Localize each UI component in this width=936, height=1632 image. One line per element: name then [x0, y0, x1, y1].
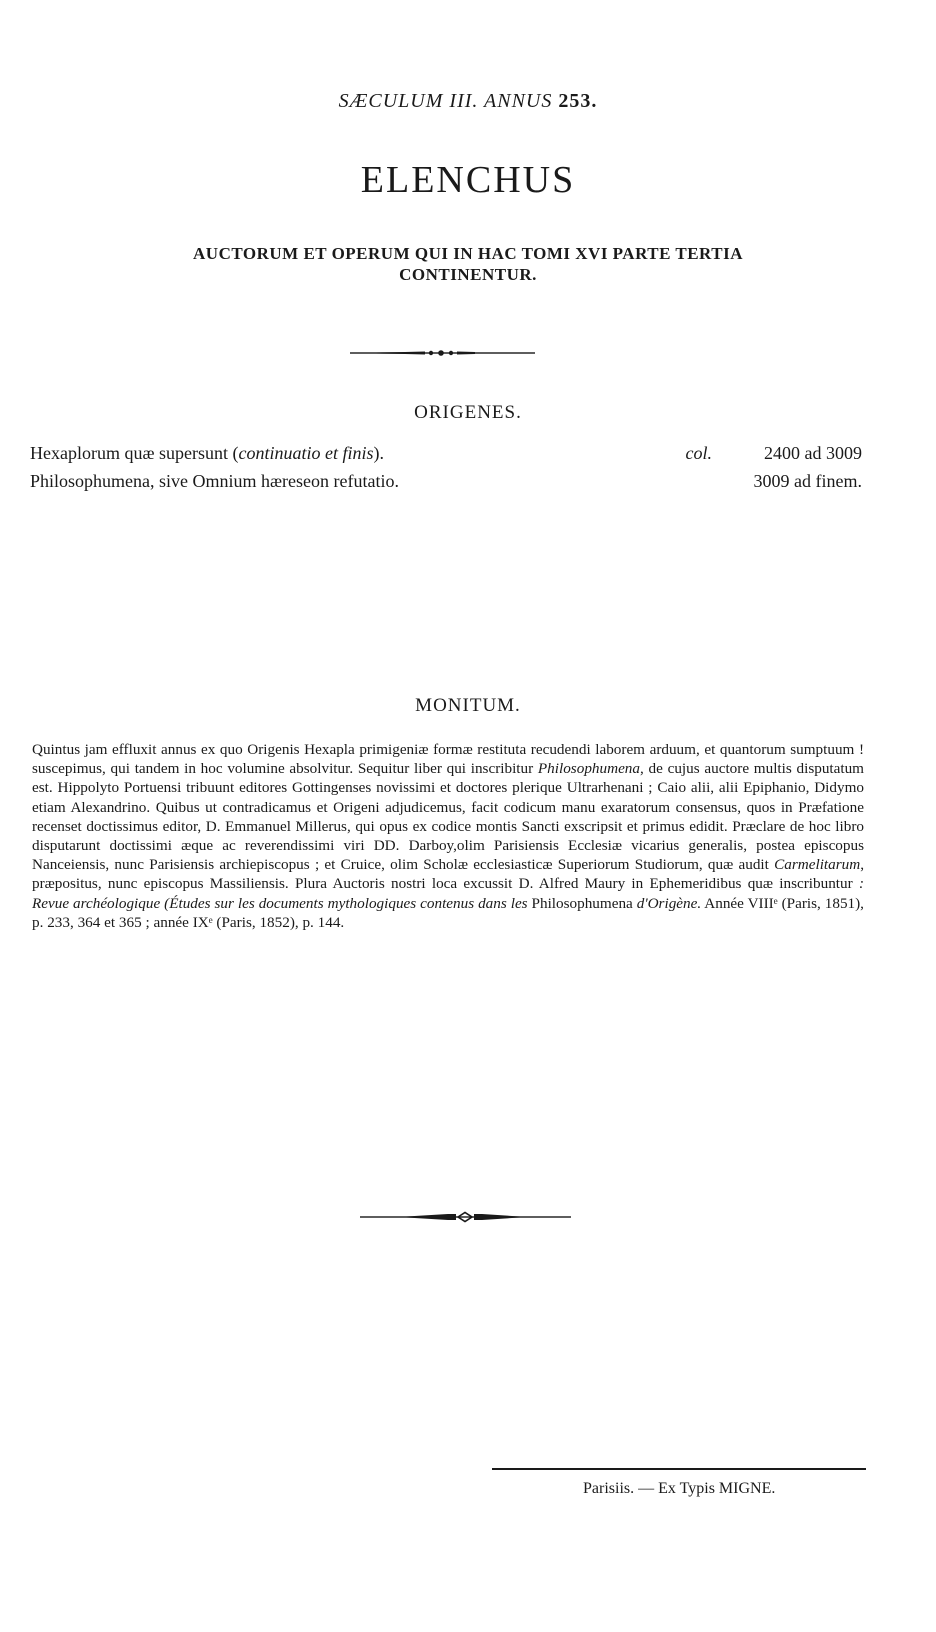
printer-imprint: Parisiis. — Ex Typis MIGNE. — [583, 1480, 776, 1497]
page-title: ELENCHUS — [360, 159, 576, 201]
entry-title: Hexaplorum quæ supersunt (continuatio et finis). — [30, 443, 384, 463]
contents-entry — [30, 443, 862, 464]
header-saeculum: SÆCULUM III. ANNUS — [338, 90, 553, 112]
column-reference: 3009 ad finem. — [753, 471, 862, 491]
monitum-paragraph: Quintus jam effluxit annus ex quo Origenis Hexapla primigeniæ formæ restituta recudendi laborem arduum, et quantorum sumptuum ! suscepimus, qui tandem in hoc volumine absolvitur. Sequitur liber qui inscribitur Philosophumena, de cujus auctore multis disputatum est. Hippolyto Portuensi tribuunt editores Gottingenses novissimi et doctores plerique Ultrarhenani ; Caio alii, alii Epiphanio, Didymo etiam Alexandrino. Quibus ut contradicamus et Origeni adjudicemus, facit codicum manu exaratorum consensus, quos in Præfatione recenset doctissimus editor, D. Emmanuel Millerus, qui opus ex codice montis Sancti exscripsit et primus edidit. Præclare de hoc libro disputarunt doctissimi æque ac reverendissimi viri DD. Darboy,olim Parisiensis Ecclesiæ vicarius generalis, postea episcopus Nanceiensis, nunc Parisiensis archiepiscopus ; et Cruice, olim Scholæ ecclesiasticæ Superiorum Studiorum, quæ audit Carmelitarum, præpositus, nunc episcopus Massiliensis. Plura Auctoris nostri loca excussit D. Alfred Maury in Ephemeridibus quæ inscribuntur : Revue archéologique (Études sur les documents mythologiques contenus dans les Philosophumena d'Origène. Année VIIIᵉ (Paris, 1851), p. 233, 364 et 365 ; année IXᵉ (Paris, 1852), p. 144. — [32, 741, 864, 931]
running-header — [0, 90, 936, 113]
col-label: col. — [685, 443, 712, 463]
subtitle-line-2: CONTINENTUR. — [399, 265, 537, 284]
column-reference: 2400 ad 3009 — [764, 443, 862, 463]
section-heading-origenes: ORIGENES. — [414, 402, 522, 423]
contents-entry — [30, 471, 862, 492]
entry-title: Philosophumena, sive Omnium hæreseon refutatio. — [30, 471, 399, 491]
ornament-divider-bottom — [358, 1210, 573, 1224]
subtitle-line-1: AUCTORUM ET OPERUM QUI IN HAC TOMI XVI PARTE TERTIA — [193, 244, 743, 263]
ornament-divider-top — [345, 348, 545, 358]
section-heading-monitum: MONITUM. — [415, 695, 521, 716]
header-year: 253. — [558, 90, 598, 112]
page-subtitle — [0, 243, 936, 285]
footer-rule — [492, 1468, 866, 1470]
